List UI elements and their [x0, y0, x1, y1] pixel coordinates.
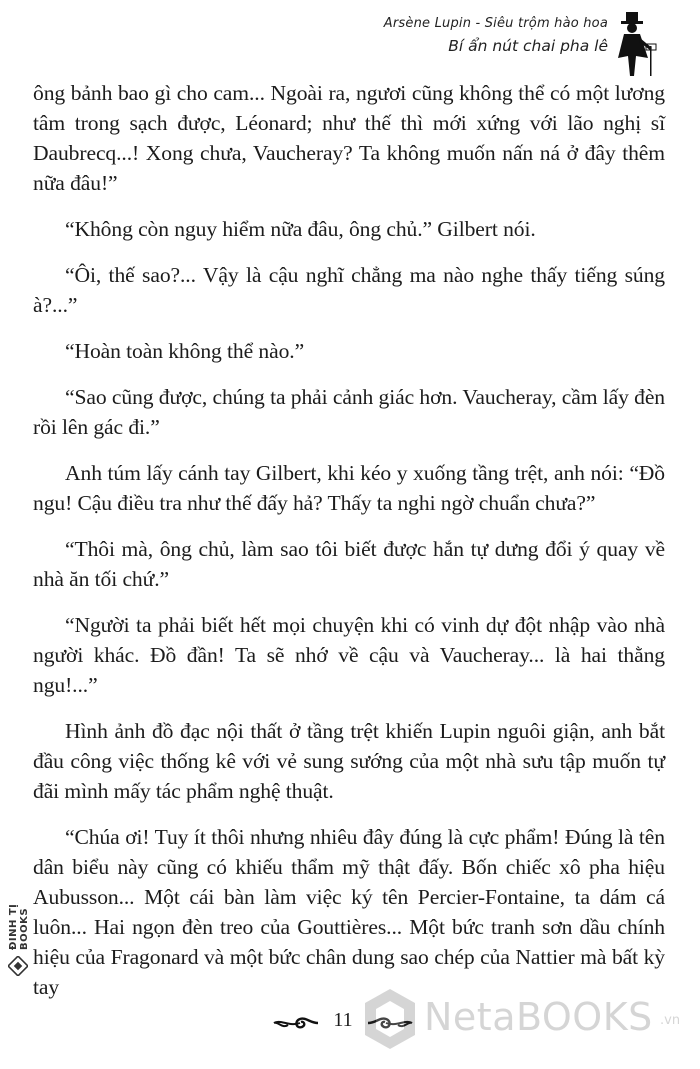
page-body: [33, 78, 665, 1018]
page-number: 11: [333, 1009, 353, 1031]
series-title: Arsène Lupin - Siêu trộm hào hoa: [383, 16, 608, 31]
paragraph: “Không còn nguy hiểm nữa đâu, ông chủ.” Gilbert nói.: [65, 217, 536, 241]
watermark: [362, 985, 692, 1055]
watermark-hexagon-icon: [362, 987, 418, 1051]
publisher-brand: [6, 870, 30, 990]
publisher-logo-icon: [8, 956, 28, 976]
left-flourish-icon: [270, 1013, 320, 1033]
paragraph: “Người ta phải biết hết mọi chuyện khi có vinh dự đột nhập vào nhà người khác. Đồ đần! Ta sẽ nhớ về cậu và Vaucheray... là hai thằng ngu!...”: [33, 613, 665, 697]
paragraph: “Chúa ơi! Tuy ít thôi nhưng nhiêu đây đúng là cực phẩm! Đúng là tên dân biểu này cũng có khiếu thẩm mỹ thật đấy. Bốn chiếc xô pha hiệu Aubusson... Một cái bàn làm việc ký tên Percier-Fontaine, ta dám cá luôn... Hai ngọn đèn treo của Gouttières... Một bức tranh sơn dầu chính hiệu của Fragonard và một bức chân dung sao chép của Nattier mà bất kỳ tay: [33, 825, 665, 999]
watermark-suffix: .vn: [660, 1013, 681, 1028]
running-header: [384, 16, 608, 55]
watermark-text: NetaBOOKS: [424, 995, 653, 1039]
paragraph: “Hoàn toàn không thể nào.”: [65, 339, 305, 363]
paragraph: “Ôi, thế sao?... Vậy là cậu nghĩ chẳng ma nào nghe thấy tiếng súng à?...”: [33, 263, 665, 317]
paragraph: ông bảnh bao gì cho cam... Ngoài ra, ngươi cũng không thể có một lương tâm trong sạch được, Léonard; như thế thì mới xứng với lão nghị sĩ Daubrecq...! Xong chưa, Vaucheray? Ta không muốn nấn ná ở đây thêm nữa đâu!”: [33, 81, 665, 195]
lupin-silhouette-icon: [606, 8, 658, 80]
paragraph: Anh túm lấy cánh tay Gilbert, khi kéo y xuống tầng trệt, anh nói: “Đồ ngu! Cậu điều tra như thế đấy hả? Thấy ta nghi ngờ chuẩn chưa?”: [33, 461, 665, 515]
paragraph: “Thôi mà, ông chủ, làm sao tôi biết được hắn tự dưng đổi ý quay về nhà ăn tối chứ.”: [33, 537, 665, 591]
paragraph: Hình ảnh đồ đạc nội thất ở tầng trệt khiến Lupin nguôi giận, anh bắt đầu công việc thống kê với vẻ sung sướng của một nhà sưu tập muốn tự đãi mình mấy tác phẩm nghệ thuật.: [33, 719, 665, 803]
publisher-name: ĐINH TỊ BOOKS: [8, 903, 30, 950]
book-title: Bí ẩn nút chai pha lê: [448, 37, 608, 55]
paragraph: “Sao cũng được, chúng ta phải cảnh giác hơn. Vaucheray, cầm lấy đèn rồi lên gác đi.”: [33, 385, 665, 439]
